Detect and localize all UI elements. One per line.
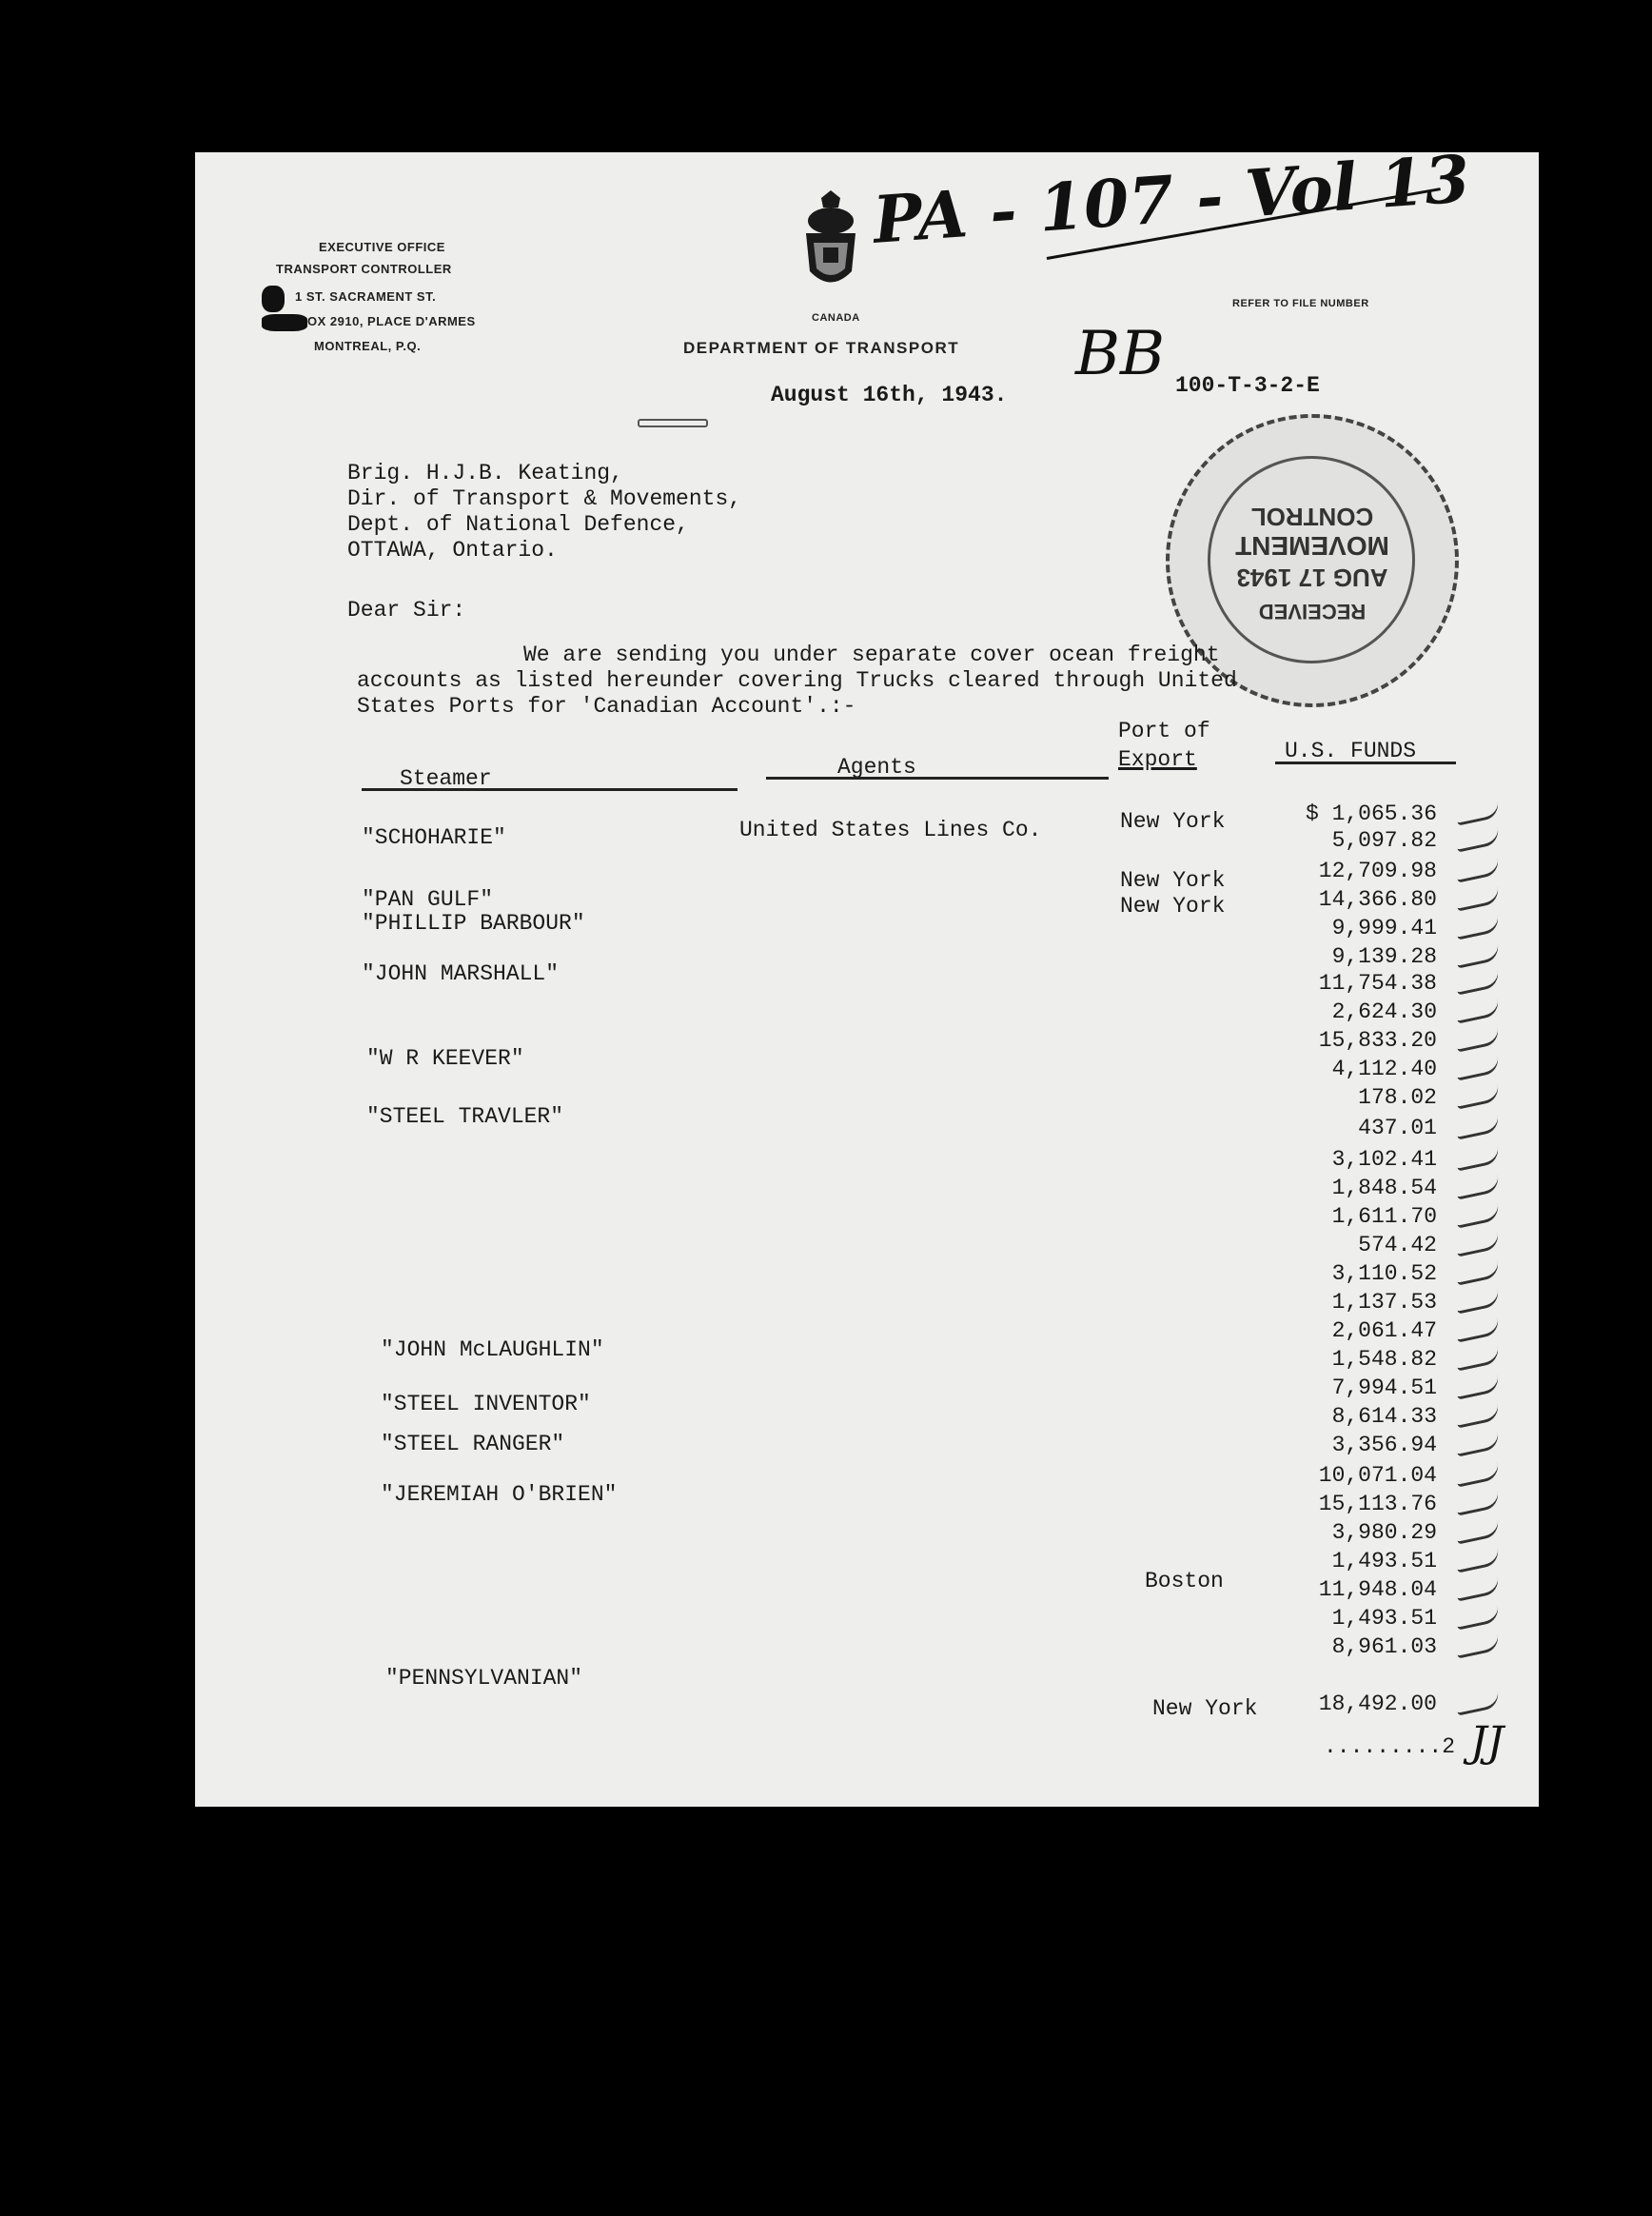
check-tick-mark [1455,1605,1502,1630]
handwritten-file-reference: PA - 107 - Vol 13 [870,141,1473,259]
letterhead-line-city: MONTREAL, P.Q. [314,339,422,353]
header-funds-underline [1275,762,1456,764]
header-agents: Agents [837,755,916,780]
steamer-name: "SCHOHARIE" [362,825,506,850]
amount-value: 1,137.53 [1331,1290,1437,1315]
check-tick-mark [1455,827,1502,852]
port-of-export: New York [1120,809,1226,834]
steamer-name: "STEEL TRAVLER" [366,1104,564,1129]
steamer-name: "JOHN McLAUGHLIN" [381,1337,604,1362]
amount-value: 2,624.30 [1331,999,1437,1024]
check-tick-mark [1455,1346,1502,1371]
amount-value: 5,097.82 [1331,828,1437,853]
check-tick-mark [1455,1084,1502,1109]
amount-value: 1,611.70 [1331,1204,1437,1229]
steamer-name: "PHILLIP BARBOUR" [362,911,585,936]
letterhead-country: CANADA [812,312,860,324]
file-number: 100-T-3-2-E [1175,373,1320,398]
amount-value: 3,980.29 [1331,1520,1437,1545]
body-line-2: accounts as listed hereunder covering Trucks cleared through United [357,668,1237,693]
check-tick-mark [1455,943,1502,968]
amount-value: 4,112.40 [1331,1057,1437,1081]
coat-of-arms-icon [793,190,869,300]
check-tick-mark [1455,1491,1502,1515]
check-tick-mark [1455,1289,1502,1314]
amount-value: 7,994.51 [1331,1375,1437,1400]
amount-value: 1,848.54 [1331,1176,1437,1200]
amount-value: 15,833.20 [1318,1028,1437,1053]
check-tick-mark [1455,1403,1502,1428]
amount-value: 178.02 [1358,1085,1437,1110]
amount-value: 11,948.04 [1318,1577,1437,1602]
header-steamer: Steamer [400,766,492,791]
paperclip-mark [638,419,708,427]
salutation: Dear Sir: [347,598,466,623]
letterhead-refer-label: REFER TO FILE NUMBER [1232,298,1369,309]
amount-value: 3,356.94 [1331,1433,1437,1457]
check-tick-mark [1455,886,1502,911]
check-tick-mark [1455,1203,1502,1228]
amount-value: 574.42 [1358,1233,1437,1257]
amount-value: 18,492.00 [1318,1692,1437,1716]
check-tick-mark [1455,1691,1502,1715]
amount-value: 1,548.82 [1331,1347,1437,1372]
header-steamer-underline [362,788,738,791]
port-of-export: Boston [1145,1569,1224,1593]
steamer-name: "W R KEEVER" [366,1046,524,1071]
letterhead-department: DEPARTMENT OF TRANSPORT [683,339,960,357]
check-tick-mark [1455,1232,1502,1256]
amount-value: 3,102.41 [1331,1147,1437,1172]
check-tick-mark [1455,1146,1502,1171]
check-tick-mark [1455,1056,1502,1080]
check-tick-mark [1455,801,1502,825]
amount-value: 3,110.52 [1331,1261,1437,1286]
amount-value: 437.01 [1358,1116,1437,1140]
check-tick-mark [1455,1115,1502,1139]
steamer-name: "STEEL INVENTOR" [381,1392,591,1416]
steamer-name: "PENNSYLVANIAN" [385,1666,583,1691]
letterhead-line-address: 1 ST. SACRAMENT ST. [295,289,437,304]
steamer-name: "PAN GULF" [362,887,494,912]
body-line-3: States Ports for 'Canadian Account'.:- [357,694,856,719]
amount-value: 1,493.51 [1331,1606,1437,1631]
agent-name: United States Lines Co. [739,818,1042,842]
check-tick-mark [1455,1175,1502,1199]
stamp-line-date: AUG 17 1943 [1236,564,1388,592]
port-of-export: New York [1120,868,1226,893]
redaction-mark [262,286,285,312]
header-port-line-2: Export [1118,747,1197,772]
amount-value: 9,999.41 [1331,916,1437,940]
port-of-export: New York [1120,894,1226,919]
check-tick-mark [1455,1633,1502,1658]
letter-page [195,141,1539,1807]
check-tick-mark [1455,1576,1502,1601]
recipient-line-3: Dept. of National Defence, [347,512,689,537]
amount-value: 9,139.28 [1331,944,1437,969]
amount-value: 1,493.51 [1331,1549,1437,1573]
stamp-line-control: CONTROL [1250,503,1374,531]
header-funds: U.S. FUNDS [1285,739,1417,763]
amount-value: 8,961.03 [1331,1634,1437,1659]
letterhead-line-executive-office: EXECUTIVE OFFICE [319,240,445,254]
check-tick-mark [1455,1519,1502,1544]
amount-value: 14,366.80 [1318,887,1437,912]
recipient-line-1: Brig. H.J.B. Keating, [347,461,623,485]
check-tick-mark [1455,1548,1502,1573]
amount-value: 8,614.33 [1331,1404,1437,1429]
check-tick-mark [1455,1375,1502,1399]
amount-value: 10,071.04 [1318,1463,1437,1488]
check-tick-mark [1455,1260,1502,1285]
check-tick-mark [1455,999,1502,1023]
recipient-line-4: OTTAWA, Ontario. [347,538,558,563]
check-tick-mark [1455,1317,1502,1342]
amount-value: 15,113.76 [1318,1492,1437,1516]
steamer-name: "JOHN MARSHALL" [362,961,560,986]
check-tick-mark [1455,970,1502,995]
letter-date: August 16th, 1943. [771,383,1008,407]
letterhead-line-transport-controller: TRANSPORT CONTROLLER [276,262,452,276]
stamp-line-received: RECEIVED [1258,600,1367,623]
check-tick-mark [1455,1027,1502,1052]
letterhead-line-box: OX 2910, PLACE D'ARMES [307,314,476,328]
check-tick-mark [1455,858,1502,882]
check-tick-mark [1455,1462,1502,1487]
steamer-name: "JEREMIAH O'BRIEN" [381,1482,618,1507]
continuation-marker: .........2 [1324,1734,1456,1759]
header-agents-underline [766,777,1109,780]
amount-value: 2,061.47 [1331,1318,1437,1343]
redaction-mark-2 [262,314,307,331]
body-line-1: We are sending you under separate cover ocean freight [523,643,1220,667]
handwritten-initials: BB [1075,319,1166,389]
amount-value: 12,709.98 [1318,859,1437,883]
recipient-line-2: Dir. of Transport & Movements, [347,486,742,511]
amount-value: 11,754.38 [1318,971,1437,996]
check-tick-mark [1455,915,1502,940]
steamer-name: "STEEL RANGER" [381,1432,565,1456]
port-of-export: New York [1152,1696,1258,1721]
stamp-line-movement: MOVEMENT [1235,531,1389,561]
handwritten-page-mark: JJ [1470,1718,1504,1767]
check-tick-mark [1455,1432,1502,1456]
header-port-line-1: Port of [1118,719,1210,743]
amount-value: $ 1,065.36 [1305,801,1437,826]
